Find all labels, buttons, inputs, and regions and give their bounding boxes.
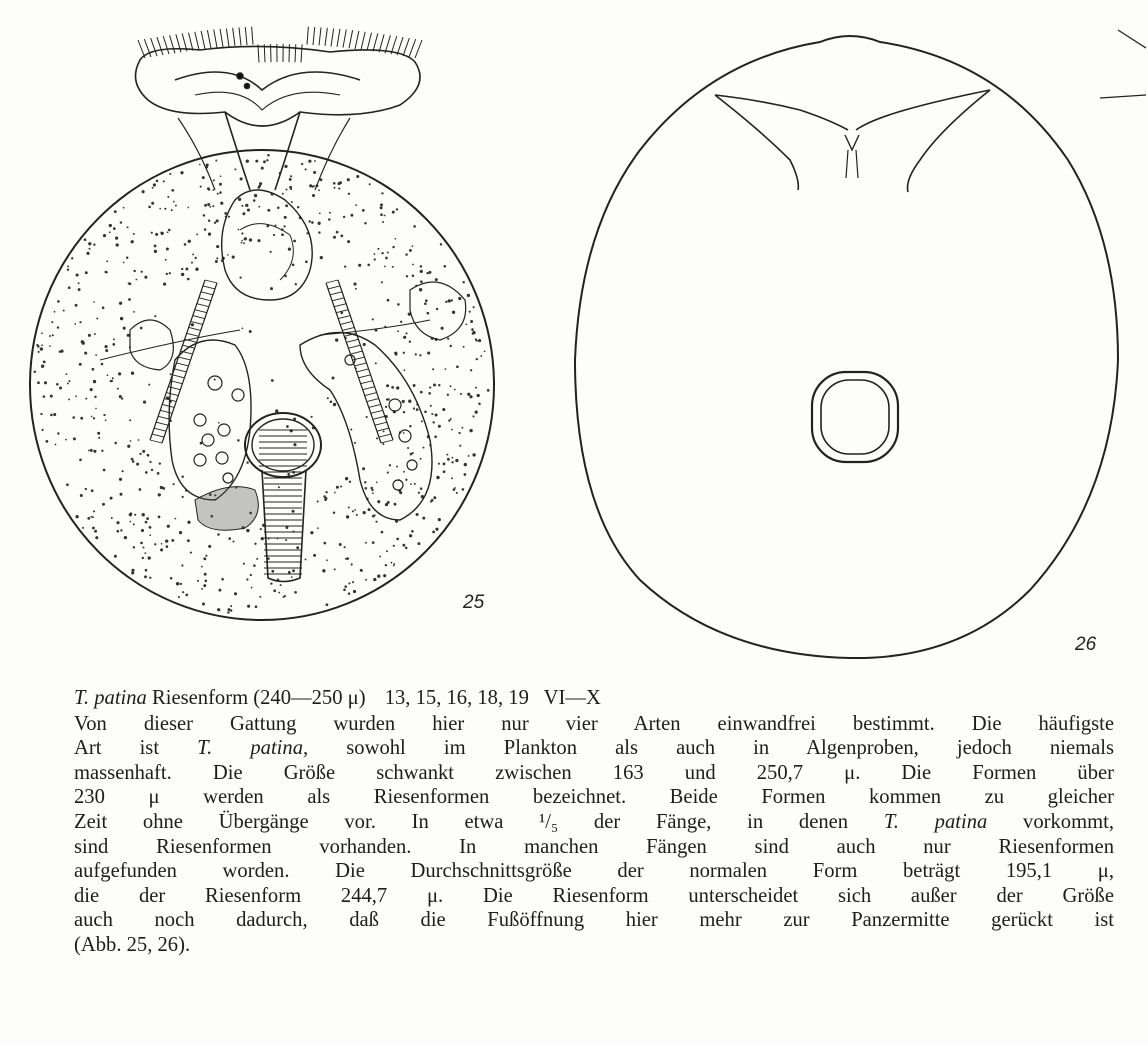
description-paragraph (74, 712, 1114, 958)
figure-26-number: 26 (1075, 634, 1097, 655)
description-text (74, 686, 1114, 958)
paragraph-line (74, 884, 1114, 909)
paragraph-text: massenhaft. Die Größe schwankt zwischen 163 und 250,7 μ. Die Formen über (74, 761, 1114, 784)
paragraph-text: 230 μ werden als Riesenformen bezeichnet. Beide Formen kommen zu gleicher (74, 786, 1114, 809)
station-list: 13, 15, 16, 18, 19 (384, 687, 529, 709)
paragraph-line (74, 908, 1114, 933)
species-caption (74, 686, 1114, 711)
fig25-drawing (30, 27, 494, 620)
paragraph-text: vorkommt, (987, 810, 1114, 833)
retractor-bands (150, 280, 393, 443)
lorica-stipple (34, 154, 490, 614)
paragraph-text: auch noch dadurch, daß die Fußöffnung hier mehr zur Panzermitte gerückt ist (74, 909, 1114, 932)
paragraph-text: sind Riesenformen vorhanden. In manchen Fängen sind auch nur Riesenformen (74, 835, 1114, 858)
paragraph-text: Zeit ohne Übergänge vor. In etwa ¹/₅ der Fänge, in denen (74, 810, 884, 833)
corona-cilia (138, 27, 422, 63)
paragraph-line (74, 761, 1114, 786)
paragraph-text: (Abb. 25, 26). (74, 933, 191, 956)
paragraph-text: Von dieser Gattung wurden hier nur vier Arten einwandfrei bestimmt. Die häufigste (74, 712, 1114, 735)
paragraph-line (74, 785, 1114, 810)
form-name: Riesenform (152, 687, 249, 709)
paragraph-text: Art ist (74, 737, 198, 760)
paragraph-text: die der Riesenform 244,7 μ. Die Riesenform unterscheidet sich außer der Größe (74, 884, 1114, 907)
paragraph-line (74, 835, 1114, 860)
month-range: VI—X (543, 687, 601, 709)
species-name: T. patina (74, 687, 147, 709)
paragraph-line (74, 933, 1114, 958)
species-reference: T. patina, (197, 737, 309, 760)
paragraph-text: sowohl im Plankton als auch in Algenproben, jedoch niemals (308, 737, 1114, 760)
paragraph-line (74, 859, 1114, 884)
paragraph-line (74, 712, 1114, 737)
paragraph-line (74, 810, 1114, 835)
size-range: (240—250 μ) (253, 687, 366, 709)
paragraph-text: aufgefunden worden. Die Durchschnittsgröße der normalen Form beträgt 195,1 μ, (74, 860, 1114, 883)
paragraph-line (74, 736, 1114, 761)
figure-25-number: 25 (463, 592, 485, 613)
fig26-drawing (575, 30, 1146, 658)
species-reference: T. patina (883, 810, 988, 833)
